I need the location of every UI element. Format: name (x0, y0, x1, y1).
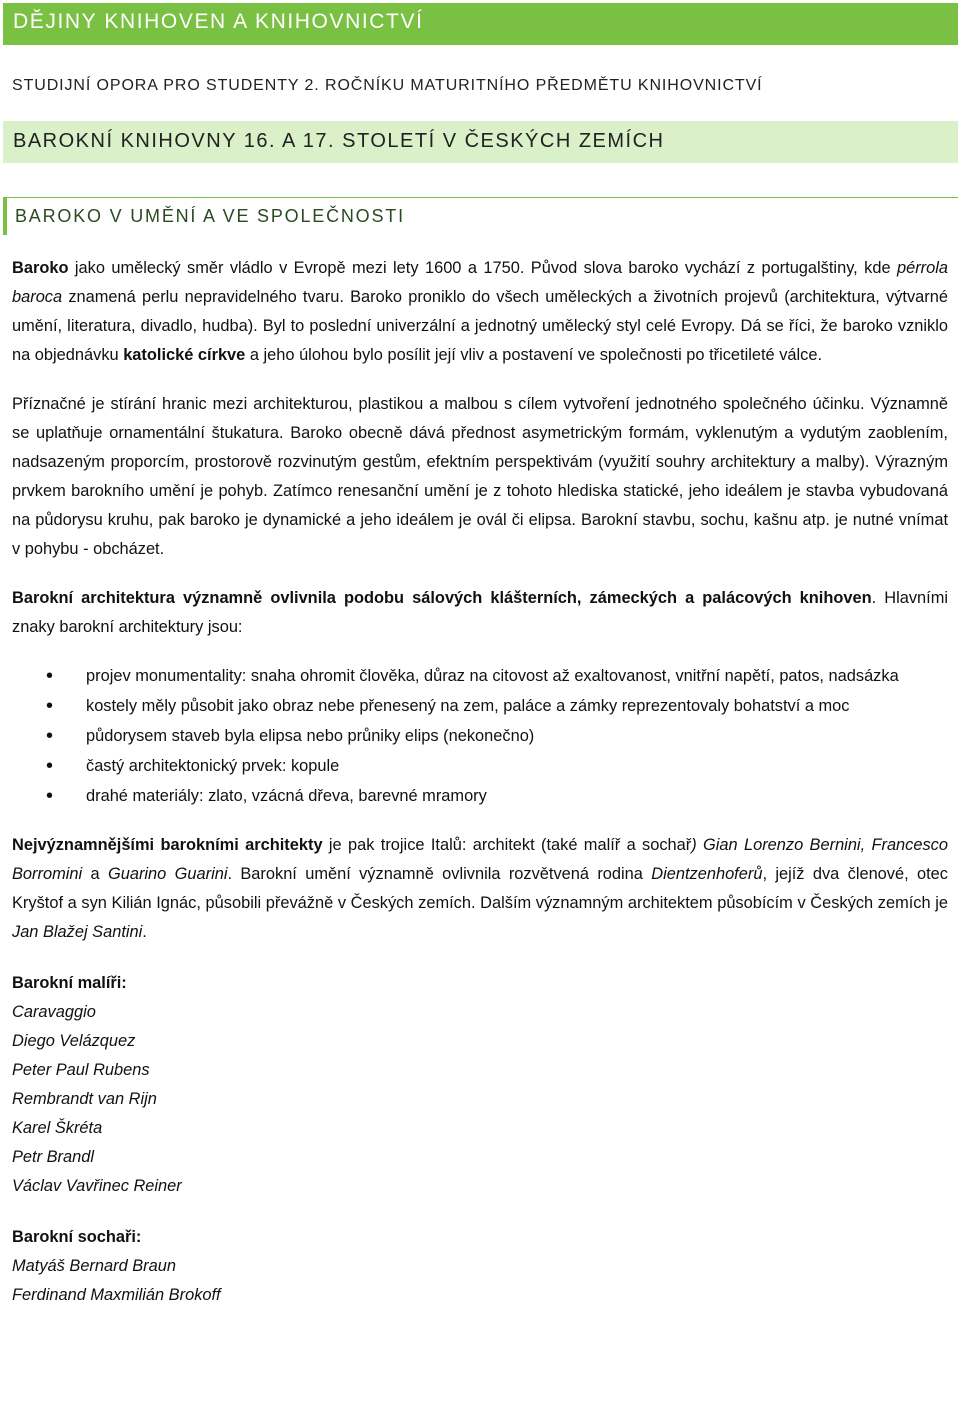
list-item: Diego Velázquez (12, 1032, 136, 1050)
sculptors-heading: Barokní sochaři: (12, 1228, 142, 1246)
list-item: Václav Vavřinec Reiner (12, 1177, 182, 1195)
paragraph-intro: Baroko jako umělecký směr vládlo v Evropě mezi lety 1600 a 1750. Původ slova baroko vychází z portugalštiny, kde pérrola baroca znamená perlu nepravidelného tvaru. Baroko proniklo do všech uměleckých a životních projevů (architektura, výtvarné umění, literatura, divadlo, hudba). Byl to poslední univerzální a jednotný umělecký styl celé Evropy. Dá se říci, že baroko vzniklo na objednávku katolické církve a jeho úlohou bylo posílit její vliv a postavení ve společnosti po třicetileté válce. (12, 259, 948, 364)
architecture-traits-list (12, 662, 948, 811)
list-item: • drahé materiály: zlato, vzácná dřeva, barevné mramory (12, 782, 948, 811)
sculptors-list (12, 1223, 948, 1310)
section-heading: BAROKNÍ KNIHOVNY 16. A 17. STOLETÍ V ČESKÝCH ZEMÍCH (3, 121, 958, 163)
list-item: Karel Škréta (12, 1119, 103, 1137)
list-item: Matyáš Bernard Braun (12, 1257, 176, 1275)
list-item: • kostely měly působit jako obraz nebe přenesený na zem, paláce a zámky reprezentovaly bohatství a moc (12, 692, 948, 721)
document-subtitle: STUDIJNÍ OPORA PRO STUDENTY 2. ROČNÍKU MATURITNÍHO PŘEDMĚTU KNIHOVNICTVÍ (12, 77, 763, 94)
list-item: Peter Paul Rubens (12, 1061, 150, 1079)
list-item: • projev monumentality: snaha ohromit člověka, důraz na citovost až exaltovanost, vnitřní napětí, patos, nadsázka (12, 662, 948, 691)
paragraph-architecture: Barokní architektura významně ovlivnila podobu sálových klášterních, zámeckých a palácových knihoven. Hlavními znaky barokní architektury jsou: (12, 589, 948, 636)
subsection-heading: BAROKO V UMĚNÍ A VE SPOLEČNOSTI (3, 197, 958, 235)
list-item: • častý architektonický prvek: kopule (12, 752, 948, 781)
list-item: Caravaggio (12, 1003, 96, 1021)
list-item: Ferdinand Maxmilián Brokoff (12, 1286, 221, 1304)
paragraph-characteristics: Příznačné je stírání hranic mezi architekturou, plastikou a malbou s cílem vytvoření jednotného společného účinku. Významně se uplatňuje ornamentální štukatura. Baroko obecně dává přednost asymetrickým formám, vyklenutým a vydutým zaoblením, nadsazeným proporcím, prostorově rozvinutým gestům, efektním perspektivám (využití souhry architektury a malby). Výrazným prvkem barokního umění je pohyb. Zatímco renesanční umění je z tohoto hlediska statické, jeho ideálem je stavba vybudovaná na půdorysu kruhu, pak baroko je dynamické a jeho ideálem je ovál či elipsa. Barokní stavbu, sochu, kašnu atp. je nutné vnímat v pohybu - obcházet. (12, 395, 948, 558)
list-item: Petr Brandl (12, 1148, 94, 1166)
list-item: Rembrandt van Rijn (12, 1090, 157, 1108)
painters-list (12, 969, 948, 1201)
document-title: DĚJINY KNIHOVEN A KNIHOVNICTVÍ (3, 3, 958, 45)
paragraph-architects: Nejvýznamnějšími barokními architekty je pak trojice Italů: architekt (také malíř a sochař) Gian Lorenzo Bernini, Francesco Borromini a Guarino Guarini. Barokní umění významně ovlivnila rozvětvená rodina Dientzenhoferů, jejíž dva členové, otec Kryštof a syn Kilián Ignác, působili převážně v Českých zemích. Dalším významným architektem působícím v Českých zemích je Jan Blažej Santini. (12, 836, 948, 941)
document-body (12, 254, 948, 1310)
list-item: • půdorysem staveb byla elipsa nebo průniky elips (nekonečno) (12, 722, 948, 751)
painters-heading: Barokní malíři: (12, 974, 127, 992)
